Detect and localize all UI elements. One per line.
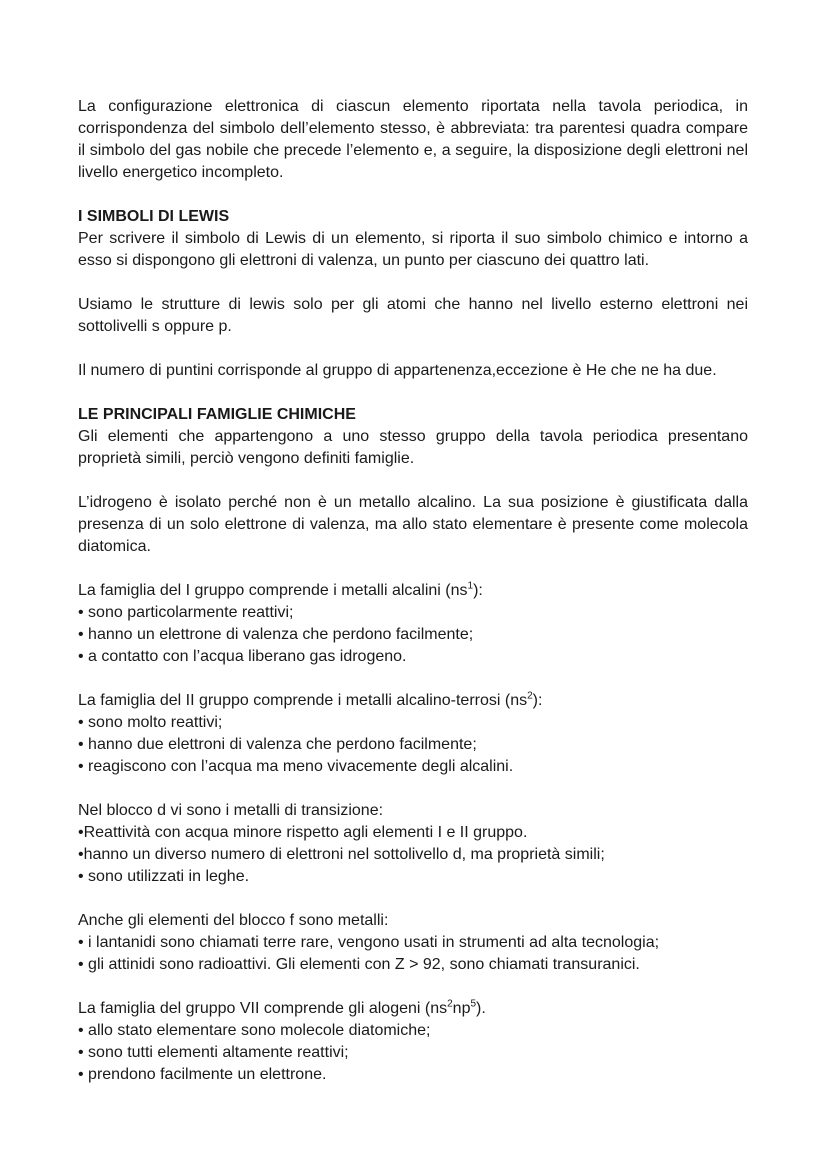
bloccof-list [78,932,748,976]
superscript: 2 [527,690,533,702]
list-item: • allo stato elementare sono molecole diatomiche; [78,1022,431,1039]
list-item: • a contatto con l’acqua liberano gas idrogeno. [78,648,407,665]
gruppo7-intro: La famiglia del gruppo VII comprende gli alogeni $(ns^2np^5)$. [78,998,486,1017]
famiglie-heading: LE PRINCIPALI FAMIGLIE CHIMICHE [78,406,356,423]
lewis-paragraph-1: Per scrivere il simbolo di Lewis di un elemento, si riporta il suo simbolo chimico e intorno a esso si dispongono gli elettroni di valenza, un punto per ciascuno dei quattro lati. [78,230,748,269]
gruppo2-list [78,712,748,778]
document-page [78,96,748,1086]
bloccod-intro: Nel blocco d vi sono i metalli di transizione: [78,802,384,819]
list-item: • gli attinidi sono radioattivi. Gli elementi con Z > 92, sono chiamati transuranici. [78,956,640,973]
list-item: • i lantanidi sono chiamati terre rare, vengono usati in strumenti ad alta tecnologia; [78,934,660,951]
list-item: • sono tutti elementi altamente reattivi; [78,1044,349,1061]
gruppo2-intro: La famiglia del II gruppo comprende i metalli alcalino-terrosi $(ns^2)$: [78,690,543,709]
list-item: • reagiscono con l’acqua ma meno vivacemente degli alcalini. [78,758,514,775]
superscript: 2 [447,998,453,1010]
list-item: • sono particolarmente reattivi; [78,604,294,621]
list-item: • prendono facilmente un elettrone. [78,1066,327,1083]
gruppo1-intro: La famiglia del I gruppo comprende i metalli alcalini $(ns^1)$: [78,580,483,599]
list-item: • hanno un elettrone di valenza che perdono facilmente; [78,626,474,643]
list-item: • sono molto reattivi; [78,714,223,731]
list-item: •Reattività con acqua minore rispetto agli elementi I e II gruppo. [78,824,528,841]
famiglie-paragraph-2: L’idrogeno è isolato perché non è un metallo alcalino. La sua posizione è giustificata dalla presenza di un solo elettrone di valenza, ma allo stato elementare è presente come molecola diatomica. [78,494,748,555]
gruppo1-list [78,602,748,668]
famiglie-paragraph-1: Gli elementi che appartengono a uno stesso gruppo della tavola periodica presentano proprietà simili, perciò vengono definiti famiglie. [78,428,748,467]
bloccof-intro: Anche gli elementi del blocco f sono metalli: [78,912,389,929]
bloccod-list [78,822,748,888]
lewis-paragraph-3: Il numero di puntini corrisponde al gruppo di appartenenza,eccezione è He che ne ha due. [78,362,717,379]
intro-paragraph: La configurazione elettronica di ciascun elemento riportata nella tavola periodica, in corrispondenza del simbolo dell’elemento stesso, è abbreviata: tra parentesi quadra compare il simbolo del gas nobile che precede l’elemento e, a seguire, la disposizione degli elettroni nel livello energetico incompleto. [78,98,748,181]
list-item: •hanno un diverso numero di elettroni nel sottolivello d, ma proprietà simili; [78,846,605,863]
superscript: 5 [470,998,477,1010]
list-item: • hanno due elettroni di valenza che perdono facilmente; [78,736,477,753]
lewis-heading: I SIMBOLI DI LEWIS [78,208,230,225]
list-item: • sono utilizzati in leghe. [78,868,250,885]
superscript: 1 [467,580,474,592]
gruppo7-list [78,1020,748,1086]
lewis-paragraph-2: Usiamo le strutture di lewis solo per gli atomi che hanno nel livello esterno elettroni nei sottolivelli s oppure p. [78,296,748,335]
